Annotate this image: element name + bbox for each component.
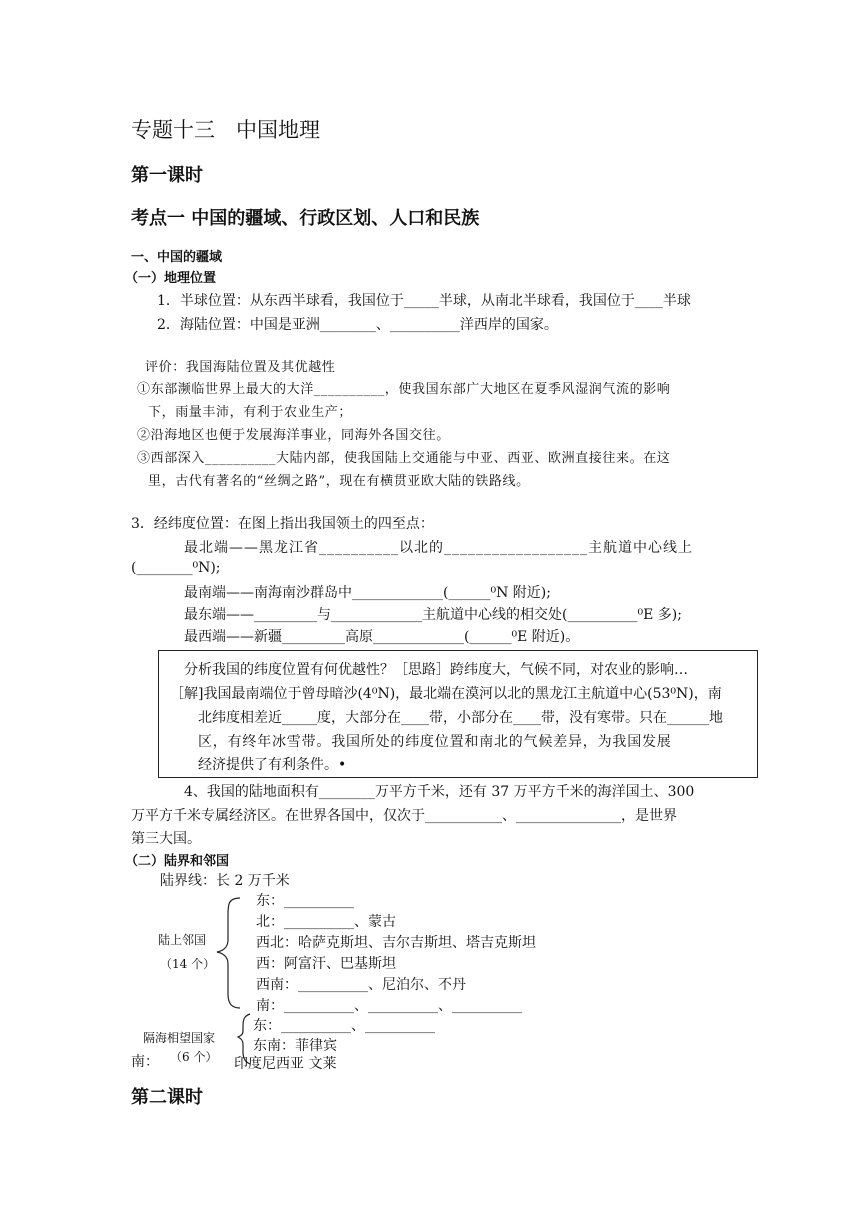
evaluation-item-3a: ③西部深入__________大陆内部，使我国陆上交通能与中亚、西亚、欧洲直接往来。在这	[137, 451, 671, 466]
paragraph-sea-land: 2．海陆位置：中国是亚洲________、__________洋西岸的国家。	[157, 317, 558, 333]
southmost-line: 最南端——南海南沙群岛中_____________(______⁰N 附近);	[184, 585, 551, 601]
northmost-line-2: (________⁰N);	[131, 560, 221, 576]
evaluation-item-3b: 里，古代有著名的“丝绸之路”，现在有横贯亚欧大陆的铁路线。	[148, 474, 530, 489]
lesson-1-heading: 第一课时	[131, 165, 203, 186]
sea-neighbor-south-prefix: 南：	[131, 1054, 159, 1070]
northmost-line-1: 最北端——黑龙江省__________以北的__________________主航道中心线上	[184, 540, 693, 556]
land-neighbor-north: 北：__________、蒙古	[256, 914, 396, 930]
section-1-heading: 一、中国的疆域	[131, 250, 223, 265]
land-neighbors-label: 陆上邻国	[158, 933, 207, 947]
subsection-1-heading: （一）地理位置	[125, 271, 217, 286]
paragraph-coordinates: 3．经纬度位置：在图上指出我国领土的四至点：	[131, 516, 434, 532]
paragraph-hemisphere: 1．半球位置：从东西半球看，我国位于_____半球，从南北半球看，我国位于____半球	[157, 293, 691, 309]
kaodian-1-heading: 考点一 中国的疆域、行政区划、人口和民族	[131, 208, 480, 229]
sea-neighbors-count: （6 个）	[170, 1050, 218, 1064]
border-length: 陆界线：长 2 万千米	[160, 873, 290, 889]
evaluation-item-1a: ①东部濒临世界上最大的大洋__________，使我国东部广大地区在夏季风湿润气流的影响	[137, 382, 671, 397]
sea-neighbors-label: 隔海相望国家	[143, 1031, 216, 1045]
land-neighbor-south: 南：__________、__________、__________	[256, 998, 522, 1014]
evaluation-item-2: ②沿海地区也便于发展海洋事业，同海外各国交往。	[137, 428, 450, 443]
analysis-answer-4: 经济提供了有利条件。•	[198, 757, 347, 773]
land-neighbor-northwest: 西北：哈萨克斯坦、吉尔吉斯坦、塔吉克斯坦	[256, 935, 536, 951]
land-neighbors-count: （14 个）	[160, 957, 216, 971]
land-neighbor-southwest: 西南：__________、尼泊尔、不丹	[256, 977, 466, 993]
paragraph-area-3: 第三大国。	[131, 831, 201, 847]
analysis-question: 分析我国的纬度位置有何优越性？［思路］跨纬度大，气候不同，对农业的影响…	[184, 662, 688, 678]
sea-neighbor-east: 东：__________、__________	[253, 1018, 435, 1034]
sea-neighbor-southeast: 东南：菲律宾	[253, 1038, 337, 1054]
page-title: 专题十三 中国地理	[131, 118, 320, 142]
subsection-2-heading: （二）陆界和邻国	[125, 854, 230, 869]
westmost-line: 最西端——新疆_________高原_____________(______⁰E 附近)。	[184, 629, 580, 645]
analysis-answer-1: ［解]我国最南端位于曾母暗沙(4⁰N)，最北端在漠河以北的黑龙江主航道中心(53⁰N)，南	[170, 686, 722, 702]
evaluation-title: 评价：我国海陆位置及其优越性	[145, 360, 336, 375]
land-neighbor-east: 东：__________	[256, 893, 354, 909]
eastmost-line: 最东端——_________与_____________主航道中心线的相交处(__________⁰E 多);	[184, 607, 682, 623]
land-neighbor-west: 西：阿富汗、巴基斯坦	[256, 956, 396, 972]
sea-neighbor-south: 印度尼西亚 文莱	[234, 1056, 337, 1072]
analysis-answer-2: 北纬度相差近_____度，大部分在____带，小部分在____带，没有寒带。只在______地	[198, 710, 723, 726]
lesson-2-heading: 第二课时	[131, 1087, 203, 1108]
paragraph-area-2: 万平方千米专属经济区。在世界各国中，仅次于___________、_______________，是世界	[131, 808, 677, 824]
analysis-answer-3: 区，有终年冰雪带。我国所处的纬度位置和南北的气候差异，为我国发展	[198, 734, 672, 750]
evaluation-item-1b: 下，雨量丰沛，有利于农业生产；	[148, 405, 353, 420]
paragraph-area-1: 4、我国的陆地面积有________万平方千米，还有 37 万平方千米的海洋国土、300	[184, 784, 695, 800]
